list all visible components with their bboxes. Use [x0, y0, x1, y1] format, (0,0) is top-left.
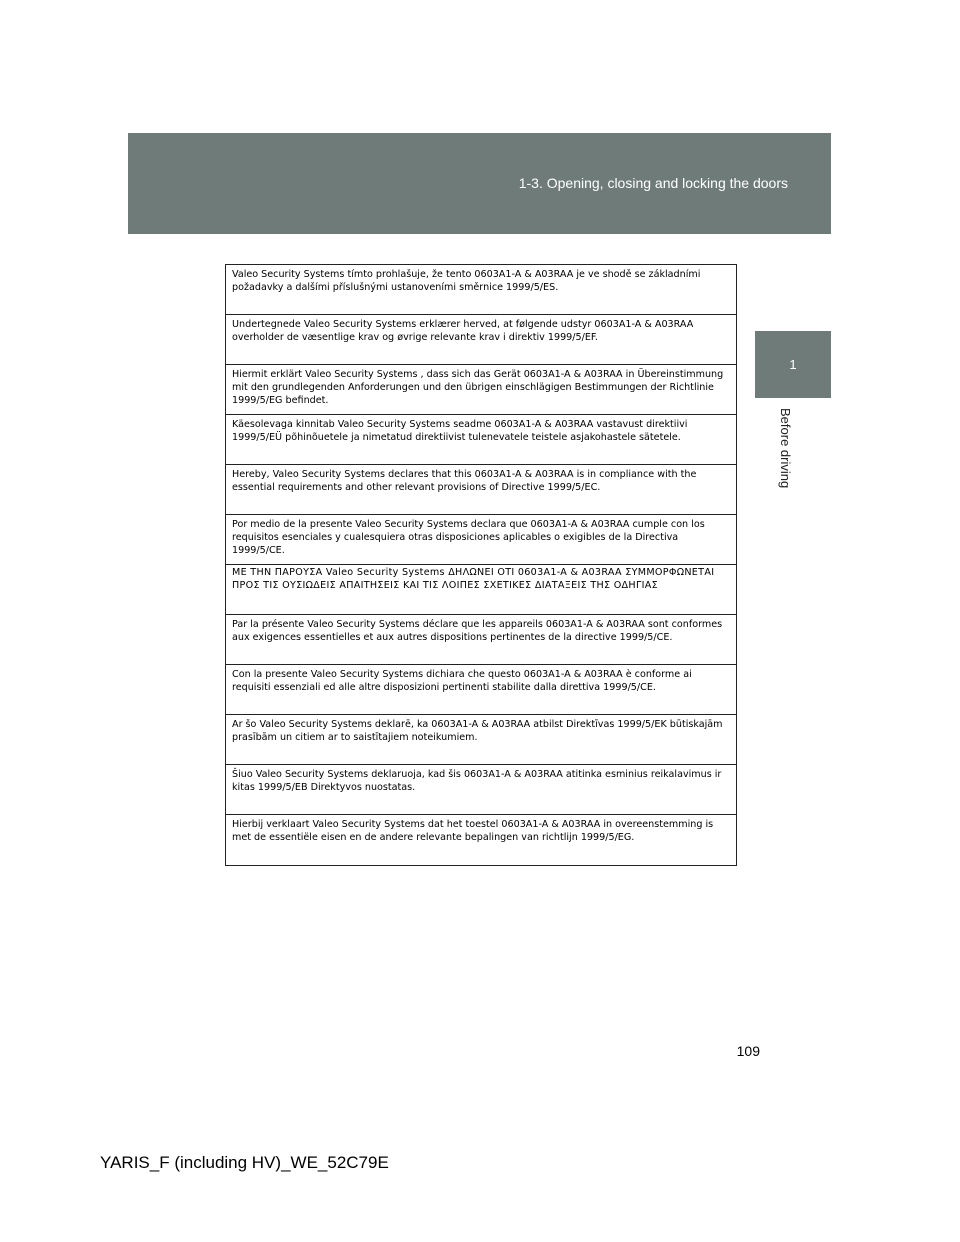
declaration-da: Undertegnede Valeo Security Systems erklærer herved, at følgende udstyr 0603A1-A & A03RAA overholder de væsentlige krav og øvrige relevante krav i direktiv 1999/5/EF. [226, 315, 736, 365]
chapter-label-tab [757, 408, 817, 498]
declaration-et: Käesolevaga kinnitab Valeo Security Systems seadme 0603A1-A & A03RAA vastavust direktiivi 1999/5/EÜ põhinõuetele ja nimetatud direktiivist tulenevatele teistele asjakohastele sätetele. [226, 415, 736, 465]
declaration-es: Por medio de la presente Valeo Security Systems declara que 0603A1-A & A03RAA cumple con los requisitos esenciales y cualesquiera otras disposiciones aplicables o exigibles de la Directiva 1999/5/CE. [226, 515, 736, 565]
document-code: YARIS_F (including HV)_WE_52C79E [100, 1153, 389, 1172]
declaration-el: ΜΕ ΤΗΝ ΠΑΡΟΥΣΑ Valeo Security Systems ΔΗΛΩΝΕΙ ΟΤΙ 0603A1-A & A03RAA ΣΥΜΜΟΡΦΩΝΕΤΑΙ ΠΡΟΣ ΤΙΣ ΟΥΣΙΩΔΕΙΣ ΑΠΑΙΤΗΣΕΙΣ ΚΑΙ ΤΙΣ ΛΟΙΠΕΣ ΣΧΕΤΙΚΕΣ ΔΙΑΤΑΞΕΙΣ ΤΗΣ ΟΔΗΓΙΑΣ [226, 565, 736, 615]
declaration-nl: Hierbij verklaart Valeo Security Systems dat het toestel 0603A1-A & A03RAA in overeenstemming is met de essentiële eisen en de andere relevante bepalingen van richtlijn 1999/5/EG. [232, 819, 714, 844]
declaration-lv: Ar šo Valeo Security Systems deklarē, ka 0603A1-A & A03RAA atbilst Direktīvas 1999/5/EK būtiskajām prasībām un citiem ar to saistītajiem noteikumiem. [226, 715, 736, 765]
declaration-cs: Valeo Security Systems tímto prohlašuje, že tento 0603A1-A & A03RAA je ve shodě se základními požadavky a dalšími příslušnými ustanoveními směrnice 1999/5/ES. [226, 265, 736, 315]
declaration-fr: Par la présente Valeo Security Systems déclare que les appareils 0603A1-A & A03RAA sont conformes aux exigences essentielles et aux autres dispositions pertinentes de la directive 1999/5/CE. [226, 615, 736, 665]
page-number: 109 [736, 1043, 760, 1059]
declarations-table [225, 264, 737, 866]
declaration-it: Con la presente Valeo Security Systems dichiara che questo 0603A1-A & A03RAA è conforme ai requisiti essenziali ed alle altre disposizioni pertinenti stabilite dalla direttiva 1999/5/CE. [226, 665, 736, 715]
declaration-lt: Šiuo Valeo Security Systems deklaruoja, kad šis 0603A1-A & A03RAA atitinka esminius reikalavimus ir kitas 1999/5/EB Direktyvos nuostatas. [226, 765, 736, 815]
declaration-de: Hiermit erklärt Valeo Security Systems , dass sich das Gerät 0603A1-A & A03RAA in Übereinstimmung mit den grundlegenden Anforderungen und den übrigen einschlägigen Bestimmungen der Richtlinie 1999/5/EG befindet. [226, 365, 736, 415]
chapter-number-tab: 1 [755, 331, 831, 398]
section-title: 1-3. Opening, closing and locking the doors [518, 175, 788, 191]
chapter-label: Before driving [778, 408, 793, 489]
declaration-en: Hereby, Valeo Security Systems declares that this 0603A1-A & A03RAA is in compliance with the essential requirements and other relevant provisions of Directive 1999/5/EC. [226, 465, 736, 515]
